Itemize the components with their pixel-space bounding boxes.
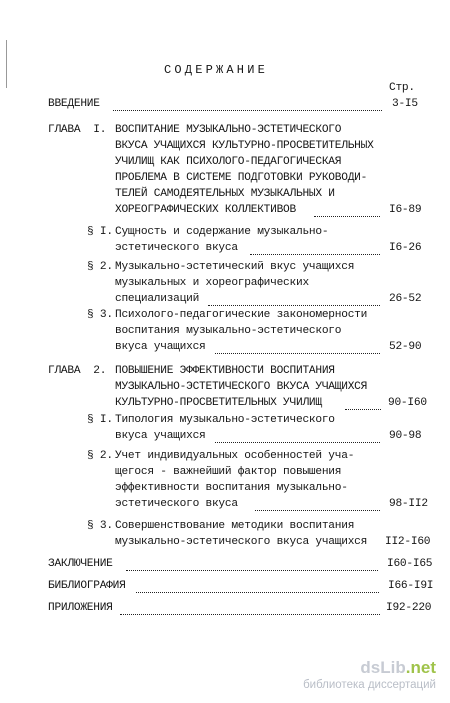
entry-line: ХОРЕОГРАФИЧЕСКИХ КОЛЛЕКТИВОВ bbox=[115, 204, 296, 216]
entry-line: Учет индивидуальных особенностей уча- bbox=[115, 450, 355, 462]
dot-leader bbox=[126, 557, 378, 571]
entry-line: Совершенствование методики воспитания bbox=[115, 520, 355, 532]
entry-title: БИБЛИОГРАФИЯ bbox=[48, 580, 126, 592]
site-logo-main: dsLib bbox=[360, 658, 406, 677]
entry-pages: 52-90 bbox=[389, 341, 422, 353]
entry-title: ПРИЛОЖЕНИЯ bbox=[48, 602, 113, 614]
entry-line: Сущность и содержание музыкально- bbox=[115, 226, 329, 238]
entry-line: ВОСПИТАНИЕ МУЗЫКАЛЬНО-ЭСТЕТИЧЕСКОГО bbox=[115, 124, 342, 136]
entry-pages: 90-98 bbox=[389, 430, 422, 442]
site-logo bbox=[303, 658, 436, 678]
entry-line: ПРОБЛЕМА В СИСТЕМЕ ПОДГОТОВКИ РУКОВОДИ- bbox=[115, 172, 368, 184]
section-label: § 3. bbox=[87, 309, 113, 321]
dot-leader bbox=[250, 241, 380, 255]
entry-line: ВКУСА УЧАЩИХСЯ КУЛЬТУРНО-ПРОСВЕТИТЕЛЬНЫХ bbox=[115, 140, 374, 152]
entry-line: эффективности воспитания музыкально- bbox=[115, 482, 348, 494]
dot-leader bbox=[136, 579, 379, 593]
entry-pages: I6-89 bbox=[389, 204, 422, 216]
entry-line: воспитания музыкально-эстетического bbox=[115, 325, 342, 337]
entry-title: ВВЕДЕНИЕ bbox=[48, 98, 100, 110]
dot-leader bbox=[120, 601, 380, 615]
chapter-label: ГЛАВА 2. bbox=[48, 365, 107, 377]
entry-line: ТЕЛЕЙ САМОДЕЯТЕЛЬНЫХ МУЗЫКАЛЬНЫХ И bbox=[115, 188, 335, 200]
entry-pages: I66-I9I bbox=[388, 580, 434, 592]
entry-pages: I6-26 bbox=[389, 242, 422, 254]
section-label: § 3. bbox=[87, 520, 113, 532]
entry-line: эстетического вкуса bbox=[115, 498, 238, 510]
toc-title: СОДЕРЖАНИЕ bbox=[164, 63, 269, 77]
entry-line: Психолого-педагогические закономерности bbox=[115, 309, 368, 321]
dot-leader bbox=[215, 429, 380, 443]
entry-line: КУЛЬТУРНО-ПРОСВЕТИТЕЛЬНЫХ УЧИЛИЩ bbox=[115, 397, 322, 409]
dot-leader bbox=[345, 396, 381, 410]
entry-title: ЗАКЛЮЧЕНИЕ bbox=[48, 558, 113, 570]
entry-pages: 26-52 bbox=[389, 293, 422, 305]
entry-line: вкуса учащихся bbox=[115, 341, 206, 353]
entry-pages: II2-I60 bbox=[385, 536, 431, 548]
dot-leader bbox=[215, 340, 380, 354]
entry-line: МУЗЫКАЛЬНО-ЭСТЕТИЧЕСКОГО ВКУСА УЧАЩИХСЯ bbox=[115, 381, 368, 393]
entry-line: музыкально-эстетического вкуса учащихся bbox=[115, 536, 368, 548]
entry-line: Музыкально-эстетический вкус учащихся bbox=[115, 261, 355, 273]
site-logo-tld: .net bbox=[405, 658, 436, 677]
section-label: § I. bbox=[87, 414, 113, 426]
entry-line: вкуса учащихся bbox=[115, 430, 206, 442]
dot-leader bbox=[255, 497, 380, 511]
entry-line: музыкальных и хореографических bbox=[115, 277, 309, 289]
dot-leader bbox=[208, 292, 380, 306]
margin-mark bbox=[6, 40, 7, 88]
entry-line: щегося - важнейший фактор повышения bbox=[115, 466, 342, 478]
entry-line: ПОВЫШЕНИЕ ЭФФЕКТИВНОСТИ ВОСПИТАНИЯ bbox=[115, 365, 335, 377]
dot-leader bbox=[113, 97, 382, 111]
site-subtitle: библиотека диссертаций bbox=[303, 679, 436, 691]
entry-pages: 98-II2 bbox=[389, 498, 428, 510]
page-column-header: Стр. bbox=[389, 82, 415, 94]
section-label: § 2. bbox=[87, 450, 113, 462]
entry-pages: I60-I65 bbox=[387, 558, 433, 570]
entry-line: УЧИЛИЩ КАК ПСИХОЛОГО-ПЕДАГОГИЧЕСКАЯ bbox=[115, 156, 342, 168]
entry-line: Типология музыкально-эстетического bbox=[115, 414, 335, 426]
entry-line: эстетического вкуса bbox=[115, 242, 238, 254]
entry-pages: 90-I60 bbox=[388, 397, 427, 409]
section-label: § 2. bbox=[87, 261, 113, 273]
site-watermark bbox=[303, 658, 436, 691]
section-label: § I. bbox=[87, 226, 113, 238]
chapter-label: ГЛАВА I. bbox=[48, 124, 107, 136]
entry-pages: I92-220 bbox=[386, 602, 432, 614]
dot-leader bbox=[314, 203, 380, 217]
entry-pages: 3-I5 bbox=[392, 98, 418, 110]
entry-line: специализаций bbox=[115, 293, 200, 305]
